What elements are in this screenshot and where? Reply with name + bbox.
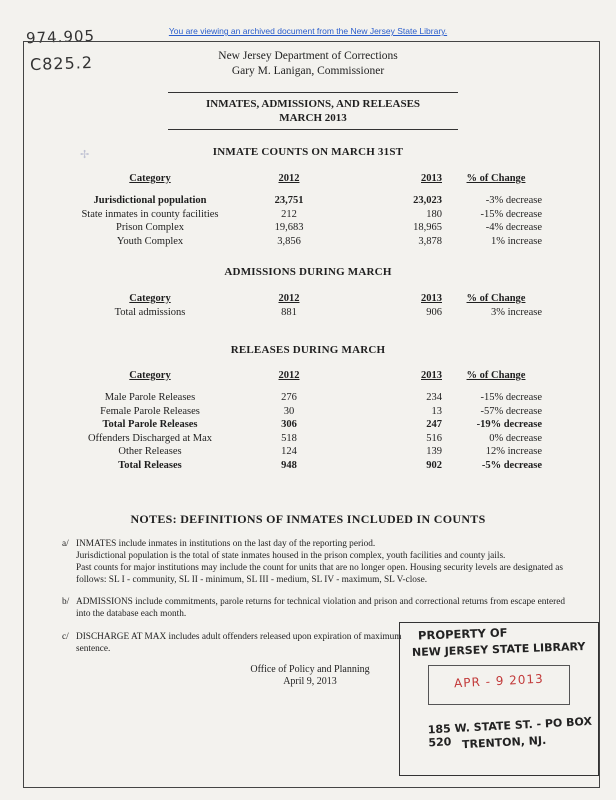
commissioner-name: Gary M. Lanigan, Commissioner bbox=[231, 65, 385, 77]
note-b-text: ADMISSIONS include commitments, parole returns for technical violation and prison and correctional returns from escape entered into the database each month. bbox=[76, 597, 565, 619]
handwritten-call-number-1: 974.905 bbox=[25, 26, 96, 48]
row-2012: 19,683 bbox=[274, 222, 304, 233]
row-2012: 3,856 bbox=[277, 235, 301, 247]
table-row bbox=[62, 418, 542, 432]
row-category: Total Parole Releases bbox=[102, 419, 198, 430]
row-change: 0% decrease bbox=[489, 432, 542, 444]
row-category: Jurisdictional population bbox=[93, 195, 207, 206]
row-2013: 139 bbox=[426, 446, 442, 457]
footer bbox=[200, 664, 420, 688]
stamp-address: 185 W. STATE ST. - PO BOX 520 bbox=[427, 714, 593, 750]
row-category: Youth Complex bbox=[116, 235, 184, 247]
col-header-category: Category bbox=[129, 293, 171, 304]
notes-heading: NOTES: DEFINITIONS OF INMATES INCLUDED IN COUNTS bbox=[130, 512, 486, 526]
col-header-2012: 2012 bbox=[278, 293, 300, 304]
stamp-city: TRENTON, NJ. bbox=[461, 733, 547, 752]
archive-banner-link[interactable]: You are viewing an archived document from the New Jersey State Library. bbox=[168, 26, 448, 36]
col-header-change: % of Change bbox=[466, 173, 526, 184]
row-category: Prison Complex bbox=[116, 222, 184, 233]
row-2012: 518 bbox=[281, 432, 297, 444]
col-header-2013: 2013 bbox=[421, 173, 442, 184]
row-2012: 124 bbox=[281, 446, 297, 457]
stamp-library-name: NEW JERSEY STATE LIBRARY bbox=[411, 639, 586, 660]
row-2013: 902 bbox=[426, 459, 442, 471]
stamp-date: APR - 9 2013 bbox=[453, 671, 545, 691]
note-b-marker: b/ bbox=[62, 597, 70, 607]
col-header-2012: 2012 bbox=[278, 173, 300, 184]
inmate-counts-heading: INMATE COUNTS ON MARCH 31ST bbox=[212, 146, 404, 158]
row-2013: 13 bbox=[431, 405, 442, 417]
table-row bbox=[62, 405, 542, 419]
table-row bbox=[62, 221, 542, 235]
row-change: 12% increase bbox=[485, 446, 542, 457]
table-row bbox=[62, 432, 542, 446]
admissions-heading: ADMISSIONS DURING MARCH bbox=[224, 266, 392, 278]
col-header-2013: 2013 bbox=[421, 293, 442, 304]
row-change: 1% increase bbox=[490, 235, 542, 247]
row-2013: 516 bbox=[426, 432, 442, 444]
row-2013: 234 bbox=[426, 392, 442, 403]
report-title-box bbox=[168, 92, 458, 130]
table-row bbox=[62, 208, 542, 222]
row-change: -19% decrease bbox=[476, 419, 542, 430]
note-a bbox=[62, 538, 572, 586]
row-change: -5% decrease bbox=[481, 459, 542, 471]
table-row bbox=[62, 391, 542, 405]
col-header-2013: 2013 bbox=[421, 370, 442, 381]
note-b bbox=[62, 596, 572, 620]
col-header-change: % of Change bbox=[466, 293, 526, 304]
row-category: State inmates in county facilities bbox=[81, 208, 219, 220]
note-c-text: DISCHARGE AT MAX includes adult offenders released upon expiration of maximum sentence. bbox=[76, 632, 402, 654]
row-category: Total admissions bbox=[114, 307, 186, 318]
table-row bbox=[62, 235, 542, 249]
stamp-property-line: PROPERTY OF bbox=[417, 625, 508, 643]
row-category: Offenders Discharged at Max bbox=[87, 432, 213, 444]
note-c bbox=[62, 631, 402, 655]
row-2013: 180 bbox=[426, 208, 442, 220]
releases-heading: RELEASES DURING MARCH bbox=[230, 344, 386, 356]
table-row bbox=[62, 306, 542, 320]
row-change: -15% decrease bbox=[480, 208, 542, 220]
table-row bbox=[62, 459, 542, 473]
inmate-counts-table bbox=[62, 172, 542, 248]
releases-table bbox=[62, 369, 542, 472]
note-a-line3: Past counts for major institutions may include the count for units that are no longer open. Housing security levels are designated as follows: SL I - community, SL II - minimum, SL III - medium, SL IV - maximum, SL V-close. bbox=[76, 563, 563, 585]
admissions-table bbox=[62, 292, 542, 320]
col-header-category: Category bbox=[129, 173, 171, 184]
row-2013: 247 bbox=[426, 419, 442, 430]
stamp-date-box bbox=[428, 665, 570, 705]
row-change: 3% increase bbox=[490, 307, 542, 318]
report-title: INMATES, ADMISSIONS, AND RELEASES bbox=[205, 98, 421, 110]
note-a-marker: a/ bbox=[62, 539, 69, 549]
report-period: MARCH 2013 bbox=[279, 112, 347, 124]
row-category: Male Parole Releases bbox=[104, 392, 196, 403]
row-2012: 23,751 bbox=[274, 195, 304, 206]
row-2013: 18,965 bbox=[413, 222, 442, 233]
row-2012: 212 bbox=[281, 208, 297, 220]
note-a-line1: INMATES include inmates in institutions on the last day of the reporting period. bbox=[76, 539, 376, 549]
row-2013: 23,023 bbox=[413, 195, 442, 206]
department-name: New Jersey Department of Corrections bbox=[218, 50, 398, 62]
row-2012: 948 bbox=[281, 459, 297, 471]
row-change: -57% decrease bbox=[480, 405, 542, 417]
col-header-change: % of Change bbox=[466, 370, 526, 381]
note-a-line2: Jurisdictional population is the total of state inmates housed in the prison complex, youth facilities and county jails. bbox=[76, 551, 506, 561]
row-category: Total Releases bbox=[118, 459, 182, 471]
row-category: Female Parole Releases bbox=[100, 405, 200, 417]
row-2013: 906 bbox=[426, 307, 442, 318]
row-change: -3% decrease bbox=[485, 195, 542, 206]
row-2012: 30 bbox=[283, 405, 295, 417]
table-row bbox=[62, 194, 542, 208]
row-2012: 276 bbox=[281, 392, 297, 403]
library-stamp bbox=[399, 622, 599, 776]
row-change: -4% decrease bbox=[485, 222, 542, 233]
col-header-2012: 2012 bbox=[278, 370, 300, 381]
handwritten-call-number-2: C825.2 bbox=[29, 52, 94, 75]
table-row bbox=[62, 445, 542, 459]
footer-office: Office of Policy and Planning bbox=[250, 664, 370, 675]
row-2012: 306 bbox=[281, 419, 297, 430]
row-2012: 881 bbox=[281, 307, 297, 318]
col-header-category: Category bbox=[129, 370, 171, 381]
row-2013: 3,878 bbox=[418, 235, 442, 247]
row-change: -15% decrease bbox=[480, 392, 542, 403]
row-category: Other Releases bbox=[118, 446, 182, 457]
footer-date: April 9, 2013 bbox=[283, 676, 337, 687]
note-c-marker: c/ bbox=[62, 632, 69, 642]
ink-smudge-icon: ✢ bbox=[80, 149, 90, 161]
